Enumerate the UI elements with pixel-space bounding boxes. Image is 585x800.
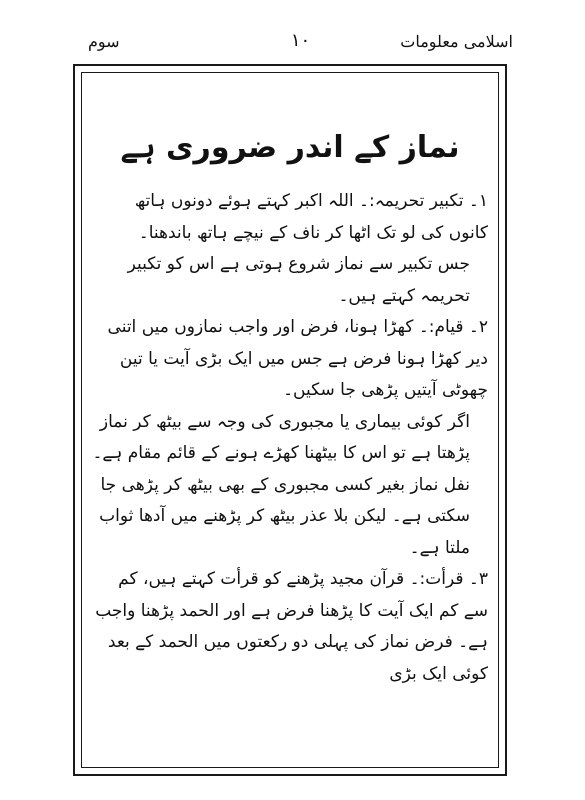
book-title: اسلامی معلومات bbox=[400, 32, 513, 51]
paragraph-qiyam-sitting: اگر کوئی بیماری یا مجبوری کی وجہ سے بیٹھ کر نماز پڑھتا ہے تو اس کا بیٹھنا کھڑے ہونے کے قائم مقام ہے۔ bbox=[92, 411, 470, 463]
running-header bbox=[88, 30, 513, 56]
paragraph-qirat: ۳۔ قرأت:۔ قرآن مجید پڑھنے کو قرأت کہتے ہیں، کم سے کم ایک آیت کا پڑھنا فرض ہے اور الحمد پڑھنا واجب ہے۔ فرض نماز کی پہلی دو رکعتوں میں الحمد کے بعد کوئی ایک بڑی bbox=[95, 569, 488, 684]
paragraph-takbir-note: جس تکبیر سے نماز شروع ہوتی ہے اس کو تکبیر تحریمہ کہتے ہیں۔ bbox=[127, 254, 470, 306]
paragraph-nafl-sitting: نفل نماز بغیر کسی مجبوری کے بھی بیٹھ کر پڑھی جا سکتی ہے۔ لیکن بلا عذر بیٹھ کر پڑھنے میں آدھا ثواب ملتا ہے۔ bbox=[99, 474, 470, 558]
paragraph-qiyam: ۲۔ قیام:۔ کھڑا ہونا، فرض اور واجب نمازوں میں اتنی دیر کھڑا ہونا فرض ہے جس میں ایک بڑی آیت یا تین چھوٹی آیتیں پڑھی جا سکیں۔ bbox=[107, 317, 488, 400]
page-number: ۱۰ bbox=[290, 30, 311, 51]
part-label: سوم bbox=[88, 32, 120, 51]
section-title: نماز کے اندر ضروری ہے bbox=[120, 130, 460, 165]
page-content bbox=[92, 128, 488, 690]
paragraph-takbir: ۱۔ تکبیر تحریمہ:۔ اللہ اکبر کہتے ہوئے دونوں ہاتھ کانوں کی لو تک اٹھا کر ناف کے نیچے ہاتھ باندھنا۔ bbox=[134, 191, 488, 243]
